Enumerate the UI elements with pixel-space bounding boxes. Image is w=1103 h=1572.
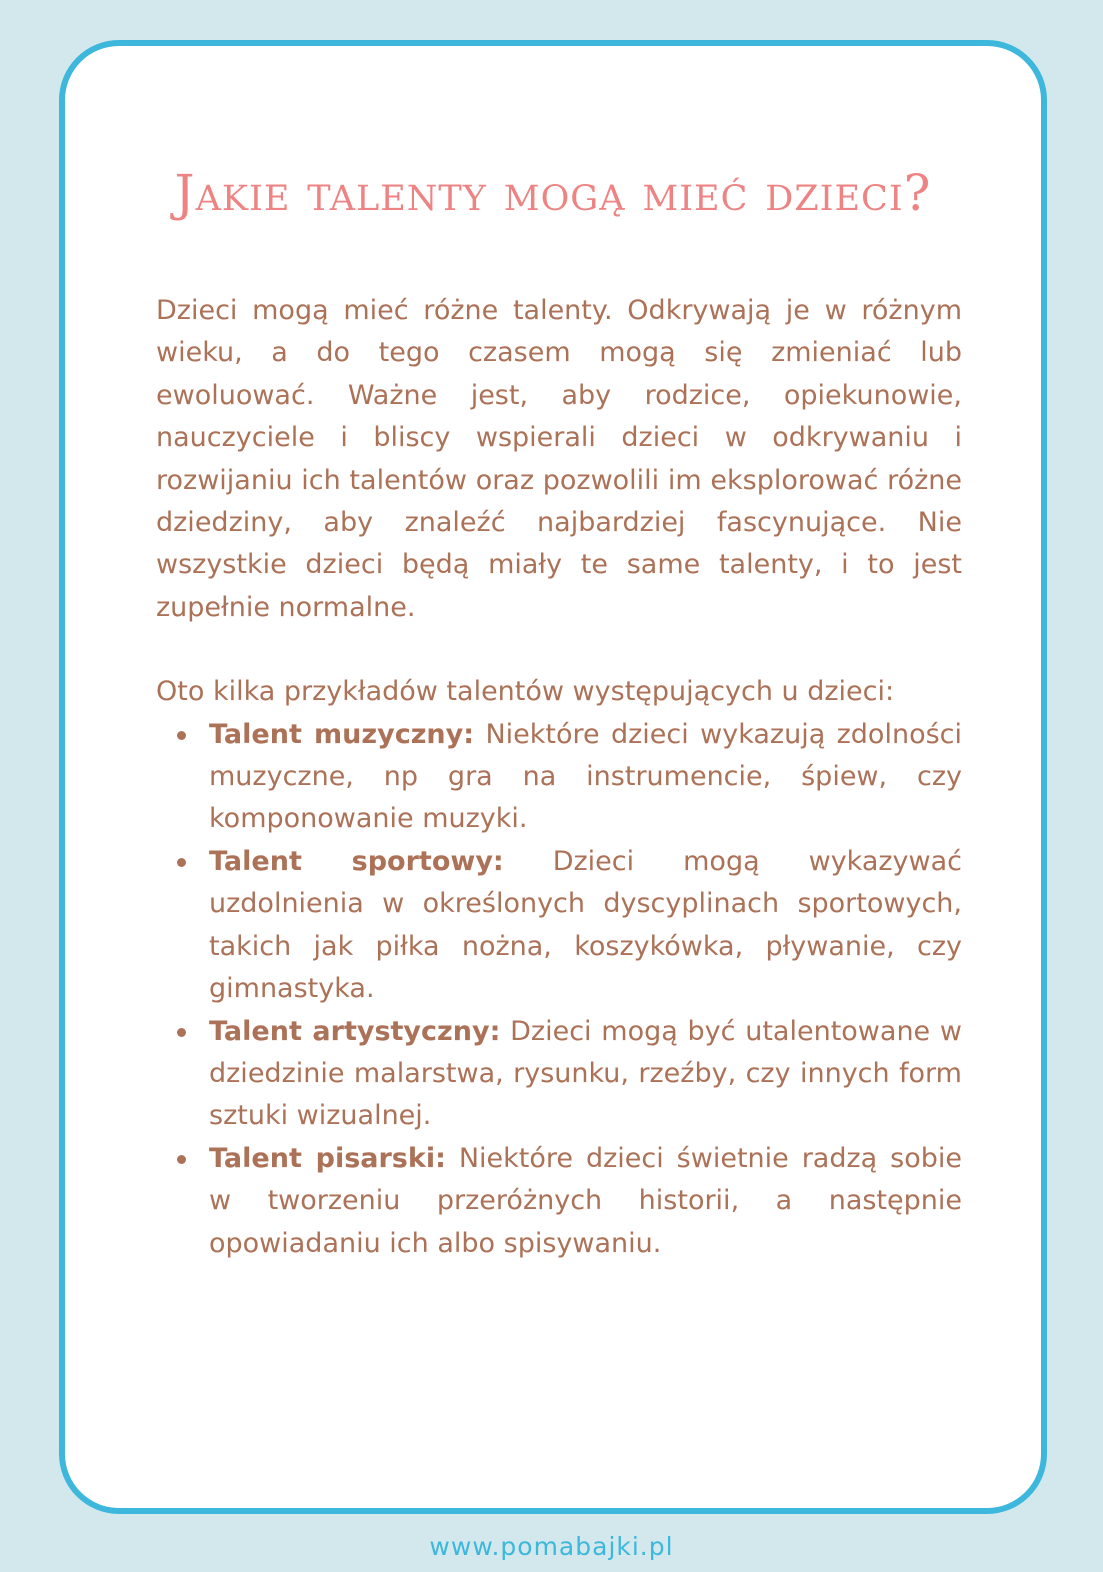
bullet-icon (177, 731, 186, 740)
list-item-talent-writing (209, 1138, 962, 1265)
bullet-icon (177, 858, 186, 867)
intro-paragraph: Dzieci mogą mieć różne talenty. Odkrywają je w różnym wieku, a do tego czasem mogą się zmieniać lub ewoluować. Ważne jest, aby rodzice, opiekunowie, nauczyciele i bliscy wspierali dzieci w odkrywaniu i rozwijaniu ich talentów oraz pozwolili im eksplorować różne dziedziny, aby znaleźć najbardziej fascynujące. Nie wszystkie dzieci będą miały te same talenty, i to jest zupełnie normalne. (156, 295, 962, 623)
examples-intro: Oto kilka przykładów talentów występujących u dzieci: (156, 676, 895, 708)
list-item-talent-music (209, 714, 962, 841)
talent-label: Talent pisarski: (209, 1142, 446, 1174)
list-item-talent-sport (209, 841, 962, 1011)
talent-label: Talent artystyczny: (209, 1015, 501, 1047)
talent-description: Dzieci mogą być utalentowane w dziedzinie malarstwa, rysunku, rzeźby, czy innych form sztuki wizualnej. (209, 1015, 962, 1132)
talent-description: Niektóre dzieci wykazują zdolności muzyczne, np gra na instrumencie, śpiew, czy komponowanie muzyki. (209, 718, 962, 835)
article-body (156, 290, 962, 1265)
talent-list (156, 714, 962, 1265)
talent-label: Talent sportowy: (209, 845, 504, 877)
talent-description: Niektóre dzieci świetnie radzą sobie w tworzeniu przeróżnych historii, a następnie opowiadaniu ich albo spisywaniu. (209, 1142, 962, 1259)
talent-label: Talent muzyczny: (209, 718, 475, 750)
website-url: www.pomabajki.pl (429, 1532, 674, 1561)
bullet-icon (177, 1155, 186, 1164)
bullet-icon (177, 1028, 186, 1037)
list-item-talent-art (209, 1011, 962, 1138)
page-title: Jakie talenty mogą mieć dzieci? (174, 164, 932, 222)
content-card (59, 40, 1047, 1514)
talent-description: Dzieci mogą wykazywać uzdolnienia w określonych dyscyplinach sportowych, takich jak piłka nożna, koszykówka, pływanie, czy gimnastyka. (209, 845, 963, 1005)
